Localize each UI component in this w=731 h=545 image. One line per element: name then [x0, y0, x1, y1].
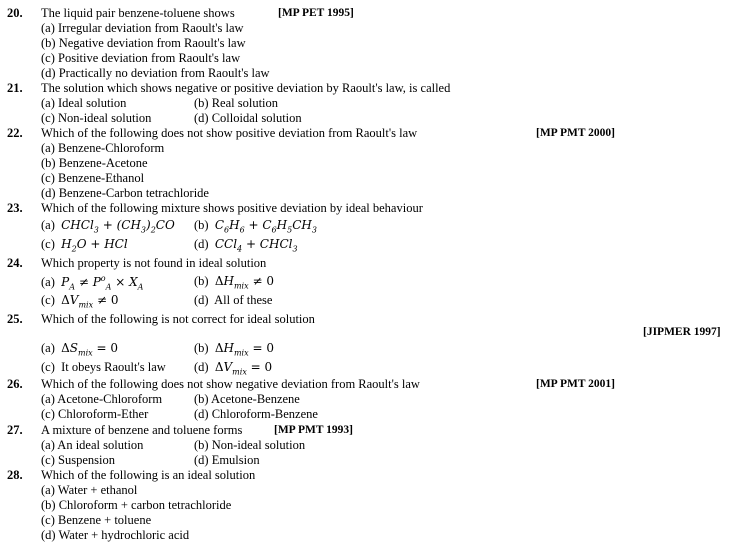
question-number: 25. [7, 312, 23, 326]
option-a: (a) An ideal solution [41, 438, 144, 452]
option-c: (c) Chloroform-Ether [41, 407, 149, 421]
exam-tag: [JIPMER 1997] [643, 326, 721, 338]
question-number: 27. [7, 423, 23, 437]
option-label: (c) [41, 293, 55, 307]
option-c: (c) Non-ideal solution [41, 111, 152, 125]
option-label: (a) [41, 275, 55, 289]
formula: CHCl$_3$ + $(CH_3)_2CO$ [61, 218, 175, 235]
option-b: (b) Negative deviation from Raoult's law [41, 36, 246, 50]
option-a: (a) Irregular deviation from Raoult's law [41, 21, 244, 35]
option-a: (a) Benzene-Chloroform [41, 141, 165, 155]
formula: CCl$_4$ + CHCl$_3$ [214, 237, 298, 254]
option-c: (c) Benzene + toluene [41, 513, 152, 527]
question-number: 23. [7, 201, 23, 215]
option-d: (d) Emulsion [194, 453, 260, 467]
option-a [41, 274, 143, 291]
option-d: (d) Chloroform-Benzene [194, 407, 318, 421]
option-b: (b) Benzene-Acetone [41, 156, 148, 170]
formula: $\Delta S_{mix} = 0$ [61, 341, 119, 358]
option-a: (a) Water + ethanol [41, 483, 138, 497]
question-number: 22. [7, 126, 23, 140]
option-b: (b) Non-ideal solution [194, 438, 306, 452]
option-d [194, 237, 298, 253]
question-number: 28. [7, 468, 23, 482]
option-d [194, 293, 272, 308]
question-text: The solution which shows negative or positive deviation by Raoult's law, is called [41, 81, 451, 95]
option-text: All of these [214, 293, 273, 307]
option-a: (a) Acetone-Chloroform [41, 392, 163, 406]
option-c [41, 360, 166, 375]
option-label: (b) [194, 218, 209, 232]
option-d: (d) Water + hydrochloric acid [41, 528, 190, 542]
formula: $\Delta H_{mix} \ne 0$ [214, 274, 274, 291]
option-label: (b) [194, 274, 209, 288]
option-c [41, 237, 128, 253]
option-label: (d) [194, 237, 209, 251]
option-label: (a) [41, 218, 55, 232]
option-c: (c) Suspension [41, 453, 115, 467]
question-text: Which of the following does not show negative deviation from Raoult's law [41, 377, 420, 391]
option-d: (d) Colloidal solution [194, 111, 302, 125]
exam-tag: [MP PET 1995] [278, 7, 354, 19]
question-text: Which of the following is not correct for ideal solution [41, 312, 315, 326]
question-text: Which of the following does not show positive deviation from Raoult's law [41, 126, 418, 140]
option-label: (c) [41, 360, 55, 374]
option-label: (d) [194, 360, 209, 374]
question-text: Which property is not found in ideal solution [41, 256, 267, 270]
formula: $H_2O$ + HCl [61, 237, 128, 254]
option-c [41, 293, 118, 309]
option-b [194, 218, 317, 234]
formula: $\Delta V_{mix} = 0$ [214, 360, 273, 377]
option-d [194, 360, 272, 376]
option-b: (b) Real solution [194, 96, 279, 110]
question-text: A mixture of benzene and toluene forms [41, 423, 243, 437]
option-a [41, 341, 118, 357]
option-label: (b) [194, 341, 209, 355]
option-label: (c) [41, 237, 55, 251]
option-b [194, 341, 274, 357]
exam-tag: [MP PMT 2001] [536, 378, 615, 390]
question-number: 21. [7, 81, 23, 95]
option-d: (d) Practically no deviation from Raoult's law [41, 66, 270, 80]
option-b [194, 274, 274, 290]
option-a: (a) Ideal solution [41, 96, 127, 110]
option-c: (c) Positive deviation from Raoult's law [41, 51, 241, 65]
option-label: (d) [194, 293, 209, 307]
question-text: Which of the following is an ideal solution [41, 468, 256, 482]
formula: $\Delta V_{mix} \ne 0$ [61, 293, 119, 310]
option-d: (d) Benzene-Carbon tetrachloride [41, 186, 209, 200]
option-text: It obeys Raoult's law [61, 360, 166, 374]
formula: $C_6H_6 + C_6H_5CH_3$ [214, 218, 317, 235]
formula: $P_A \ne P^o_A \times X_A$ [61, 274, 144, 292]
question-text: The liquid pair benzene-toluene shows [41, 6, 235, 20]
option-b: (b) Chloroform + carbon tetrachloride [41, 498, 232, 512]
question-number: 20. [7, 6, 23, 20]
exam-tag: [MP PMT 1993] [274, 424, 353, 436]
question-number: 24. [7, 256, 23, 270]
question-number: 26. [7, 377, 23, 391]
option-label: (a) [41, 341, 55, 355]
option-c: (c) Benzene-Ethanol [41, 171, 145, 185]
exam-tag: [MP PMT 2000] [536, 127, 615, 139]
option-b: (b) Acetone-Benzene [194, 392, 300, 406]
formula: $\Delta H_{mix} = 0$ [214, 341, 274, 358]
question-text: Which of the following mixture shows positive deviation by ideal behaviour [41, 201, 423, 215]
option-a [41, 218, 175, 234]
